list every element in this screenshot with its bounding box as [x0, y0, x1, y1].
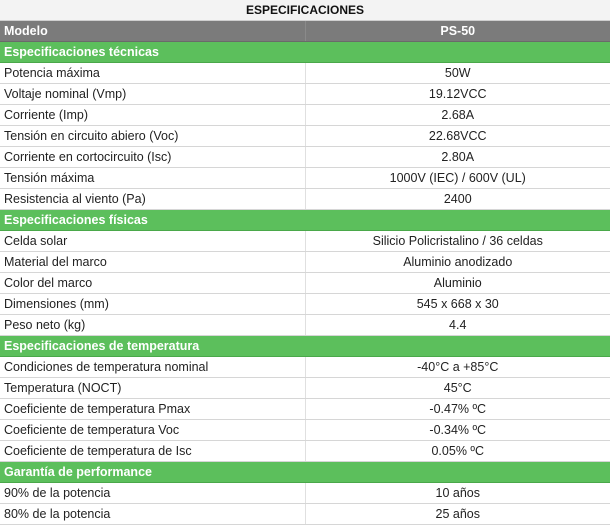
spec-label: Tensión máxima [0, 168, 305, 189]
spec-row [0, 504, 610, 525]
spec-row [0, 483, 610, 504]
spec-value: 545 x 668 x 30 [305, 294, 610, 315]
spec-row [0, 378, 610, 399]
spec-row [0, 357, 610, 378]
spec-row [0, 399, 610, 420]
section-title: Especificaciones de temperatura [0, 336, 610, 357]
spec-row [0, 105, 610, 126]
section-title: Especificaciones técnicas [0, 42, 610, 63]
spec-value: 1000V (IEC) / 600V (UL) [305, 168, 610, 189]
spec-label: 90% de la potencia [0, 483, 305, 504]
spec-value: -40°C a +85°C [305, 357, 610, 378]
spec-label: Dimensiones (mm) [0, 294, 305, 315]
spec-label: Condiciones de temperatura nominal [0, 357, 305, 378]
spec-value: 25 años [305, 504, 610, 525]
spec-value: 10 años [305, 483, 610, 504]
spec-value: Aluminio anodizado [305, 252, 610, 273]
spec-row [0, 189, 610, 210]
spec-value: Aluminio [305, 273, 610, 294]
spec-value: 0.05% ºC [305, 441, 610, 462]
spec-value: 50W [305, 63, 610, 84]
spec-label: Potencia máxima [0, 63, 305, 84]
spec-label: Resistencia al viento (Pa) [0, 189, 305, 210]
spec-label: Tensión en circuito abiero (Voc) [0, 126, 305, 147]
spec-label: Peso neto (kg) [0, 315, 305, 336]
section-header-row [0, 42, 610, 63]
model-label: Modelo [0, 21, 305, 42]
spec-label: Coeficiente de temperatura Pmax [0, 399, 305, 420]
spec-row [0, 441, 610, 462]
spec-value: 19.12VCC [305, 84, 610, 105]
sheet-title: ESPECIFICACIONES [0, 0, 610, 21]
spec-value: 4.4 [305, 315, 610, 336]
spec-label: Voltaje nominal (Vmp) [0, 84, 305, 105]
spec-label: Color del marco [0, 273, 305, 294]
spec-label: Corriente (Imp) [0, 105, 305, 126]
spec-value: 2.68A [305, 105, 610, 126]
spec-label: Coeficiente de temperatura Voc [0, 420, 305, 441]
spec-label: Coeficiente de temperatura de Isc [0, 441, 305, 462]
spec-row [0, 147, 610, 168]
section-title: Especificaciones físicas [0, 210, 610, 231]
section-title: Garantía de performance [0, 462, 610, 483]
spec-value: -0.34% ºC [305, 420, 610, 441]
spec-label: 80% de la potencia [0, 504, 305, 525]
spec-value: Silicio Policristalino / 36 celdas [305, 231, 610, 252]
spec-row [0, 84, 610, 105]
spec-label: Material del marco [0, 252, 305, 273]
section-header-row [0, 462, 610, 483]
spec-value: 2400 [305, 189, 610, 210]
spec-value: -0.47% ºC [305, 399, 610, 420]
section-header-row [0, 336, 610, 357]
spec-table-body [0, 21, 610, 525]
model-header-row [0, 21, 610, 42]
model-value: PS-50 [305, 21, 610, 42]
spec-row [0, 273, 610, 294]
spec-row [0, 63, 610, 84]
spec-value: 22.68VCC [305, 126, 610, 147]
spec-label: Corriente en cortocircuito (Isc) [0, 147, 305, 168]
spec-row [0, 315, 610, 336]
spec-label: Temperatura (NOCT) [0, 378, 305, 399]
spec-row [0, 252, 610, 273]
spec-row [0, 126, 610, 147]
spec-label: Celda solar [0, 231, 305, 252]
spec-row [0, 168, 610, 189]
section-header-row [0, 210, 610, 231]
spec-value: 2.80A [305, 147, 610, 168]
spec-value: 45°C [305, 378, 610, 399]
spec-table [0, 21, 610, 525]
spec-row [0, 294, 610, 315]
spec-row [0, 420, 610, 441]
spec-row [0, 231, 610, 252]
